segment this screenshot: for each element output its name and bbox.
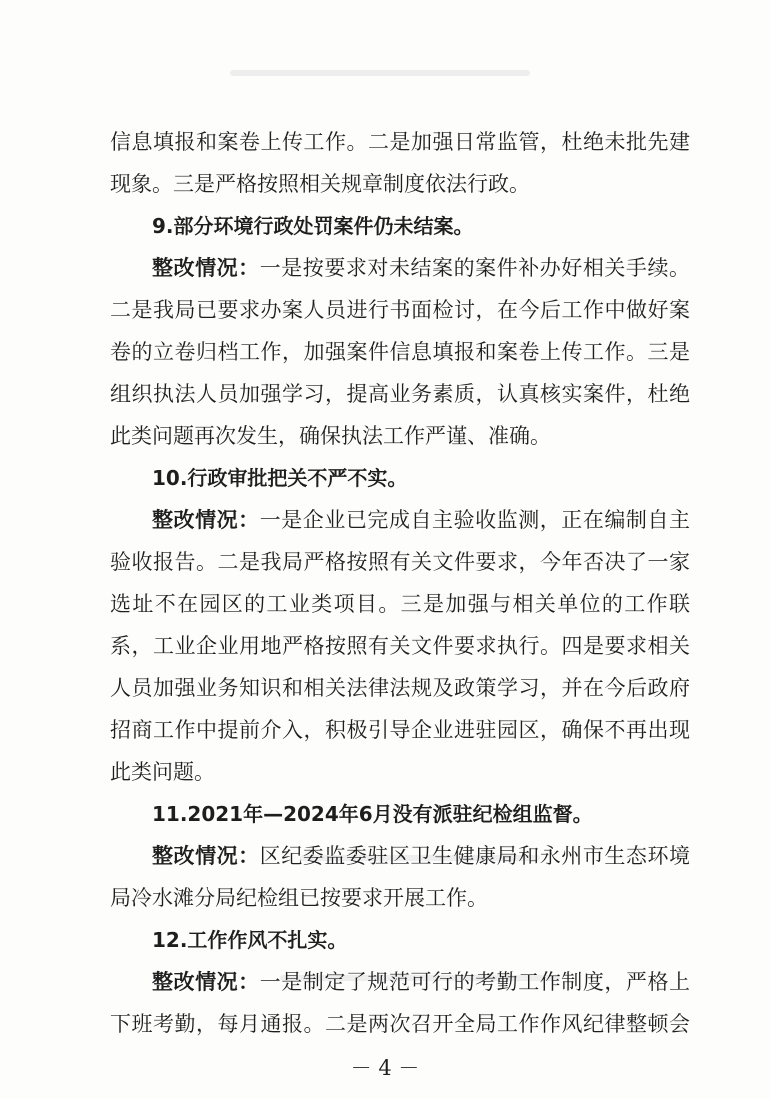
rectification-label: 整改情况： xyxy=(152,843,260,868)
body-text: 一是制定了规范可行的考勤工作制度，严格上 xyxy=(259,970,691,994)
body-line: 选址不在园区的工业类项目。三是加强与相关单位的工作联 xyxy=(110,592,690,616)
section-heading: 11.2021年—2024年6月没有派驻纪检组监督。 xyxy=(152,802,593,826)
body-line: 此类问题。 xyxy=(110,760,215,784)
body-line: 组织执法人员加强学习，提高业务素质，认真核实案件，杜绝 xyxy=(110,382,690,406)
body-text: 一是按要求对未结案的案件补办好相关手续。 xyxy=(259,256,691,280)
body-line: 局冷水滩分局纪检组已按要求开展工作。 xyxy=(110,886,488,910)
page-number: － 4 － xyxy=(350,1056,420,1080)
rectification-label: 整改情况： xyxy=(152,507,260,532)
body-line: 信息填报和案卷上传工作。二是加强日常监管，杜绝未批先建 xyxy=(110,130,690,154)
bleed-through-mark xyxy=(230,70,530,76)
body-line xyxy=(152,253,690,283)
body-line: 现象。三是严格按照相关规章制度依法行政。 xyxy=(110,172,530,196)
body-text: 区纪委监委驻区卫生健康局和永州市生态环境 xyxy=(259,844,691,868)
body-line: 卷的立卷归档工作，加强案件信息填报和案卷上传工作。三是 xyxy=(110,340,690,364)
body-line: 下班考勤，每月通报。二是两次召开全局工作作风纪律整顿会 xyxy=(110,1012,690,1036)
body-text: 一是企业已完成自主验收监测，正在编制自主 xyxy=(259,508,691,532)
body-line xyxy=(152,505,690,535)
body-line: 人员加强业务知识和相关法律法规及政策学习，并在今后政府 xyxy=(110,676,690,700)
body-line: 验收报告。二是我局严格按照有关文件要求，今年否决了一家 xyxy=(110,550,690,574)
section-heading: 12.工作作风不扎实。 xyxy=(152,928,348,952)
body-line: 此类问题再次发生，确保执法工作严谨、准确。 xyxy=(110,424,551,448)
body-line: 系，工业企业用地严格按照有关文件要求执行。四是要求相关 xyxy=(110,634,690,658)
body-line: 招商工作中提前介入，积极引导企业进驻园区，确保不再出现 xyxy=(110,718,690,742)
rectification-label: 整改情况： xyxy=(152,255,260,280)
rectification-label: 整改情况： xyxy=(152,969,260,994)
section-heading: 9.部分环境行政处罚案件仍未结案。 xyxy=(152,214,474,238)
body-line xyxy=(152,967,690,997)
section-heading: 10.行政审批把关不严不实。 xyxy=(152,466,408,490)
body-line xyxy=(152,841,690,871)
body-line: 二是我局已要求办案人员进行书面检讨，在今后工作中做好案 xyxy=(110,298,690,322)
